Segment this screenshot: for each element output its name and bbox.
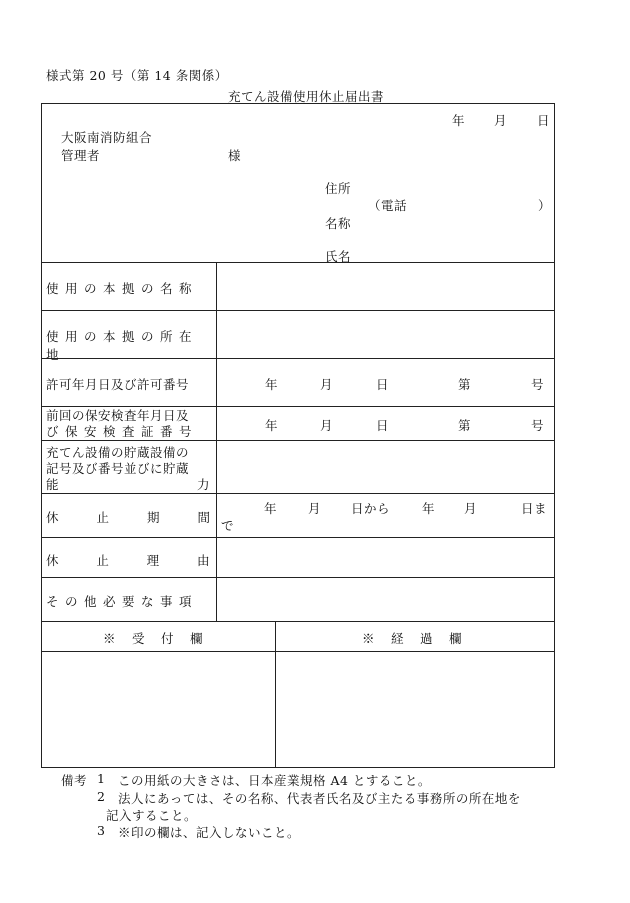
reception-header: ※ 受 付 欄 bbox=[103, 631, 205, 646]
reception-field[interactable] bbox=[42, 652, 274, 767]
storage-label-1: 充てん設備の貯蔵設備の bbox=[46, 445, 190, 460]
period-from: 日から bbox=[351, 501, 391, 516]
date-year[interactable]: 年 bbox=[452, 113, 466, 128]
note-1: この用紙の大きさは、日本産業規格 A4 とすること。 bbox=[118, 773, 431, 788]
period-until-b: で bbox=[221, 518, 235, 533]
inspection-month[interactable]: 月 bbox=[320, 418, 334, 433]
permit-month[interactable]: 月 bbox=[320, 377, 334, 392]
storage-label-3 bbox=[46, 475, 210, 493]
inspection-year[interactable]: 年 bbox=[265, 418, 279, 433]
other-label: その他必要な事項 bbox=[46, 594, 199, 609]
inspection-go: 号 bbox=[531, 418, 545, 433]
permit-year[interactable]: 年 bbox=[265, 377, 279, 392]
notes-heading: 備考 bbox=[61, 773, 88, 788]
period-year-2[interactable]: 年 bbox=[422, 501, 436, 516]
base-location-label: 使用の本拠の所在地 bbox=[46, 329, 199, 362]
addressee-org: 大阪南消防組合 bbox=[61, 130, 153, 145]
note-3: ※印の欄は、記入しないこと。 bbox=[118, 825, 301, 840]
person-label: 氏名 bbox=[325, 249, 352, 264]
label-char: 由 bbox=[196, 553, 210, 568]
rule bbox=[41, 621, 555, 622]
storage-label-3b: 力 bbox=[196, 477, 210, 492]
period-month-2[interactable]: 月 bbox=[464, 501, 478, 516]
phone-open: （電話 bbox=[368, 198, 408, 213]
period-month-1[interactable]: 月 bbox=[308, 501, 322, 516]
permit-label: 許可年月日及び許可番号 bbox=[46, 377, 190, 392]
base-location-field[interactable] bbox=[217, 311, 554, 357]
storage-label-2: 記号及び番号並びに貯蔵 bbox=[46, 461, 190, 476]
storage-field[interactable] bbox=[217, 441, 554, 492]
label-char: 休 bbox=[46, 510, 59, 525]
inspection-label-2: び保安検査証番号 bbox=[46, 424, 199, 439]
date-month[interactable]: 月 bbox=[494, 113, 508, 128]
permit-no[interactable]: 第 bbox=[458, 377, 472, 392]
note-2-number: 2 bbox=[97, 789, 106, 804]
date-day[interactable]: 日 bbox=[537, 113, 551, 128]
reason-label bbox=[46, 551, 210, 569]
honorific: 様 bbox=[228, 148, 242, 163]
phone-close: ） bbox=[538, 198, 552, 213]
inspection-label-1: 前回の保安検査年月日及 bbox=[46, 408, 190, 423]
reason-field[interactable] bbox=[217, 538, 554, 576]
storage-label-3a: 能 bbox=[46, 477, 60, 492]
label-char: 理 bbox=[146, 553, 160, 568]
rule bbox=[41, 493, 555, 494]
period-year-1[interactable]: 年 bbox=[264, 501, 278, 516]
progress-header: ※ 経 過 欄 bbox=[362, 631, 464, 646]
note-2-line-2: 記入すること。 bbox=[106, 808, 198, 823]
period-until-a: 日ま bbox=[521, 501, 548, 516]
form-title: 充てん設備使用休止届出書 bbox=[228, 89, 385, 104]
inspection-no[interactable]: 第 bbox=[458, 418, 472, 433]
address-label: 住所 bbox=[325, 181, 352, 196]
progress-field[interactable] bbox=[276, 652, 554, 767]
note-2-line-1: 法人にあっては、その名称、代表者氏名及び主たる事務所の所在地を bbox=[118, 791, 521, 806]
label-char: 止 bbox=[96, 553, 110, 568]
other-field[interactable] bbox=[217, 578, 554, 620]
permit-day[interactable]: 日 bbox=[376, 377, 390, 392]
permit-go: 号 bbox=[531, 377, 545, 392]
base-name-field[interactable] bbox=[217, 263, 554, 309]
addressee-role: 管理者 bbox=[61, 148, 101, 163]
note-3-number: 3 bbox=[97, 823, 106, 838]
label-char: 間 bbox=[197, 510, 210, 525]
form-number: 様式第 20 号（第 14 条関係） bbox=[46, 68, 228, 83]
company-label: 名称 bbox=[325, 216, 352, 231]
label-char: 止 bbox=[96, 510, 109, 525]
period-label-text bbox=[46, 508, 210, 526]
label-char: 休 bbox=[46, 553, 60, 568]
inspection-day[interactable]: 日 bbox=[376, 418, 390, 433]
label-char: 期 bbox=[146, 510, 160, 525]
base-name-label: 使用の本拠の名称 bbox=[46, 281, 199, 296]
note-1-number: 1 bbox=[97, 771, 106, 786]
